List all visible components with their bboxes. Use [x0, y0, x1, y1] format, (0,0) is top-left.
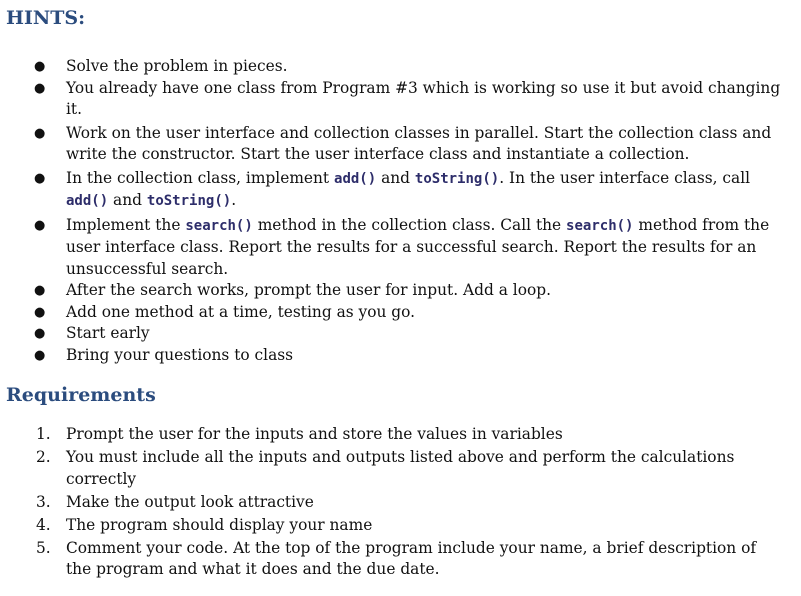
bullet-icon: ● — [34, 59, 46, 74]
requirement-item — [0, 538, 782, 581]
hint-text: Bring your questions to class — [66, 345, 294, 364]
hint-text: Add one method at a time, testing as you go. — [66, 302, 416, 321]
requirement-number: 1. — [36, 425, 51, 443]
hint-item — [0, 123, 782, 166]
hint-item — [0, 302, 782, 324]
requirement-text: The program should display your name — [66, 515, 373, 534]
hint-text: Work on the user interface and collection classes in parallel. Start the collection class and write the constructor. Start the user interface class and instantiate a collection. — [66, 123, 772, 163]
hint-text: and — [108, 191, 147, 209]
code-search: search() — [566, 217, 634, 234]
hint-text: After the search works, prompt the user for input. Add a loop. — [66, 281, 551, 299]
hint-text: In the collection class, implement — [66, 168, 335, 187]
requirement-number: 2. — [36, 448, 51, 467]
requirement-number: 4. — [36, 515, 51, 534]
code-search: search() — [185, 217, 253, 234]
bullet-icon: ● — [34, 326, 46, 341]
hint-text: . — [231, 191, 237, 209]
hints-list — [0, 56, 782, 366]
hint-item — [0, 280, 782, 302]
requirement-number: 5. — [36, 538, 51, 557]
requirement-item — [0, 424, 782, 446]
code-tostring: toString() — [414, 170, 500, 187]
hint-item — [0, 345, 782, 367]
code-add: add() — [66, 193, 109, 209]
hint-text: Start early — [66, 324, 150, 342]
requirement-text: Prompt the user for the inputs and store the values in variables — [66, 425, 563, 443]
requirement-text: You must include all the inputs and outputs listed above and perform the calculations correctly — [66, 448, 735, 488]
bullet-icon: ● — [34, 80, 46, 96]
requirement-item — [0, 515, 782, 537]
code-add: add() — [334, 170, 377, 187]
bullet-icon: ● — [34, 217, 46, 233]
requirement-text: Comment your code. At the top of the program include your name, a brief description of the program and what it does and the due date. — [66, 538, 757, 579]
bullet-icon: ● — [34, 125, 46, 141]
code-tostring: toString() — [146, 193, 232, 209]
requirements-heading: Requirements — [6, 384, 156, 406]
requirement-number: 3. — [36, 492, 51, 511]
hint-item — [0, 215, 782, 281]
bullet-icon: ● — [34, 304, 46, 320]
hint-text: method from the user interface class. Report the results for a successful search. Report the results for an unsuccessful search. — [66, 215, 770, 278]
bullet-icon: ● — [34, 283, 46, 298]
hint-item — [0, 78, 782, 121]
requirement-item — [0, 447, 782, 490]
hint-text: You already have one class from Program #3 which is working so use it but avoid changing it. — [66, 78, 781, 118]
bullet-icon: ● — [34, 170, 46, 186]
requirements-list — [0, 424, 782, 582]
hint-text: Implement the — [66, 215, 186, 234]
hint-text: and — [376, 168, 415, 187]
requirement-item — [0, 492, 782, 514]
hint-text: . In the user interface class, call — [499, 168, 751, 187]
hint-text: Solve the problem in pieces. — [66, 57, 288, 75]
hint-item — [0, 56, 782, 78]
hint-text: method in the collection class. Call the — [252, 215, 567, 234]
hint-item — [0, 323, 782, 345]
hint-item — [0, 168, 782, 213]
hints-heading: HINTS: — [6, 7, 86, 29]
bullet-icon: ● — [34, 347, 46, 363]
requirement-text: Make the output look attractive — [66, 492, 314, 511]
